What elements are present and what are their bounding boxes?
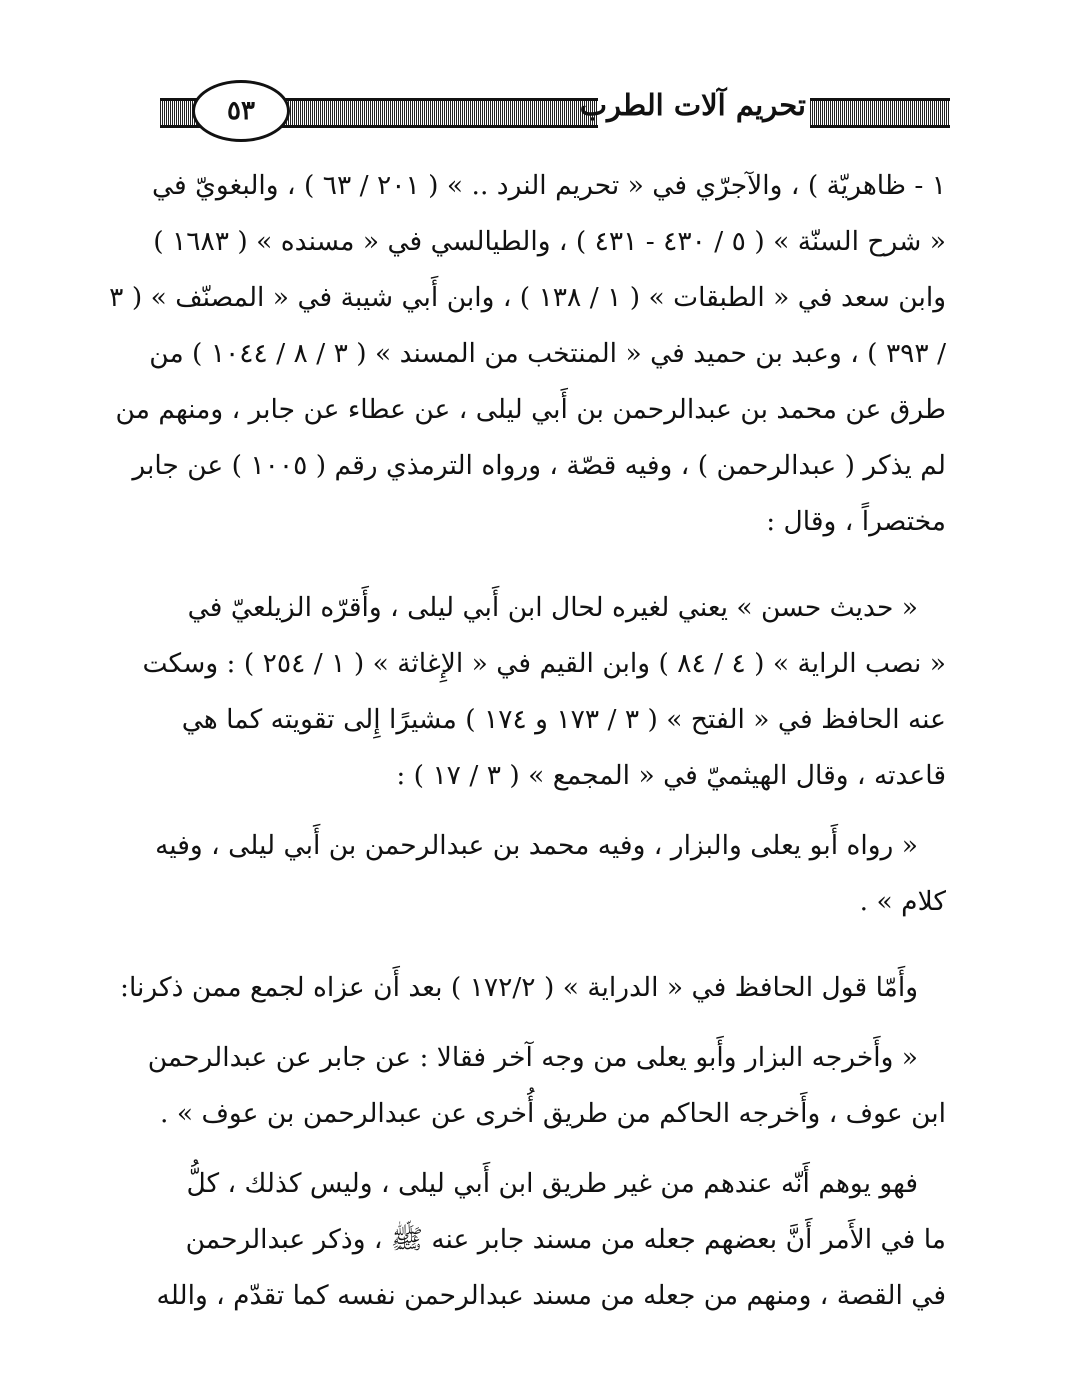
text-line: في القصة ، ومنهم من جعله من مسند عبدالرحمن نفسه كما تقدّم ، والله bbox=[156, 1280, 946, 1311]
text-line: لم يذكر ( عبدالرحمن ) ، وفيه قصّة ، ورواه الترمذي رقم ( ١٠٠٥ ) عن جابر bbox=[132, 450, 946, 481]
paragraph-continuation bbox=[109, 158, 946, 550]
text-line: « شرح السنّة » ( ٥ / ٤٣٠ - ٤٣١ ) ، والطيالسي في « مسنده » ( ١٦٨٣ ) bbox=[153, 226, 946, 257]
text-line: / ٣٩٣ ) ، وعبد بن حميد في « المنتخب من المسند » ( ٣ / ٨ / ١٠٤٤ ) من bbox=[149, 338, 946, 369]
text-line: ابن عوف ، وأَخرجه الحاكم من طريق أُخرى عن عبدالرحمن بن عوف » . bbox=[159, 1098, 946, 1129]
paragraph-tirmidhi-quote bbox=[142, 580, 946, 804]
header-ornament-right bbox=[810, 98, 950, 128]
text-line: ١ - ظاهريّة ) ، والآجرّي في « تحريم النرد .. » ( ٢٠١ / ٦٣ ) ، والبغويّ في bbox=[151, 170, 946, 201]
text-line: « نصب الراية » ( ٤ / ٨٤ ) وابن القيم في « الإِغاثة » ( ١ / ٢٥٤ ) : وسكت bbox=[142, 648, 946, 679]
text-line: طرق عن محمد بن عبدالرحمن بن أَبي ليلى ، عن عطاء عن جابر ، ومنهم من bbox=[115, 394, 946, 425]
text-line: وابن سعد في « الطبقات » ( ١ / ١٣٨ ) ، وابن أَبي شيبة في « المصنّف » ( ٣ bbox=[109, 282, 946, 313]
text-line: وأَمّا قول الحافظ في « الدراية » ( ١٧٢/٢ ) بعد أَن عزاه لجمع ممن ذكرنا: bbox=[120, 972, 918, 1003]
text-line: فهو يوهم أَنّه عندهم من غير طريق ابن أَبي ليلى ، وليس كذلك ، كلُّ bbox=[186, 1168, 918, 1199]
page-header bbox=[160, 70, 950, 150]
text-line: قاعدته ، وقال الهيثميّ في « المجمع » ( ٣ / ١٧ ) : bbox=[396, 760, 946, 791]
text-line: عنه الحافظ في « الفتح » ( ٣ / ١٧٣ و ١٧٤ ) مشيرًا إِلى تقويته كما هي bbox=[181, 704, 946, 735]
paragraph-haythami-quote bbox=[155, 818, 946, 930]
text-line: كلام » . bbox=[859, 886, 946, 917]
paragraph-hafiz-statement bbox=[120, 960, 946, 1016]
text-line: « رواه أَبو يعلى والبزار ، وفيه محمد بن عبدالرحمن بن أَبي ليلى ، وفيه bbox=[155, 830, 918, 861]
paragraph-bazzar-quote bbox=[147, 1030, 946, 1142]
page-number: ٥٣ bbox=[192, 80, 290, 142]
header-ornament-middle bbox=[280, 98, 598, 128]
body-text bbox=[109, 158, 946, 1324]
text-line: « وأَخرجه البزار وأَبو يعلى من وجه آخر فقالا : عن جابر عن عبدالرحمن bbox=[147, 1042, 918, 1073]
text-line: مختصراً ، وقال : bbox=[766, 506, 946, 537]
paragraph-conclusion bbox=[156, 1156, 946, 1324]
text-line: « حديث حسن » يعني لغيره لحال ابن أَبي ليلى ، وأَقرّه الزيلعيّ في bbox=[187, 592, 918, 623]
text-line: ما في الأَمر أَنَّ بعضهم جعله من مسند جابر عنه ﷺ ، وذكر عبدالرحمن bbox=[185, 1224, 946, 1255]
running-title: تحريم آلات الطرب bbox=[579, 88, 806, 122]
